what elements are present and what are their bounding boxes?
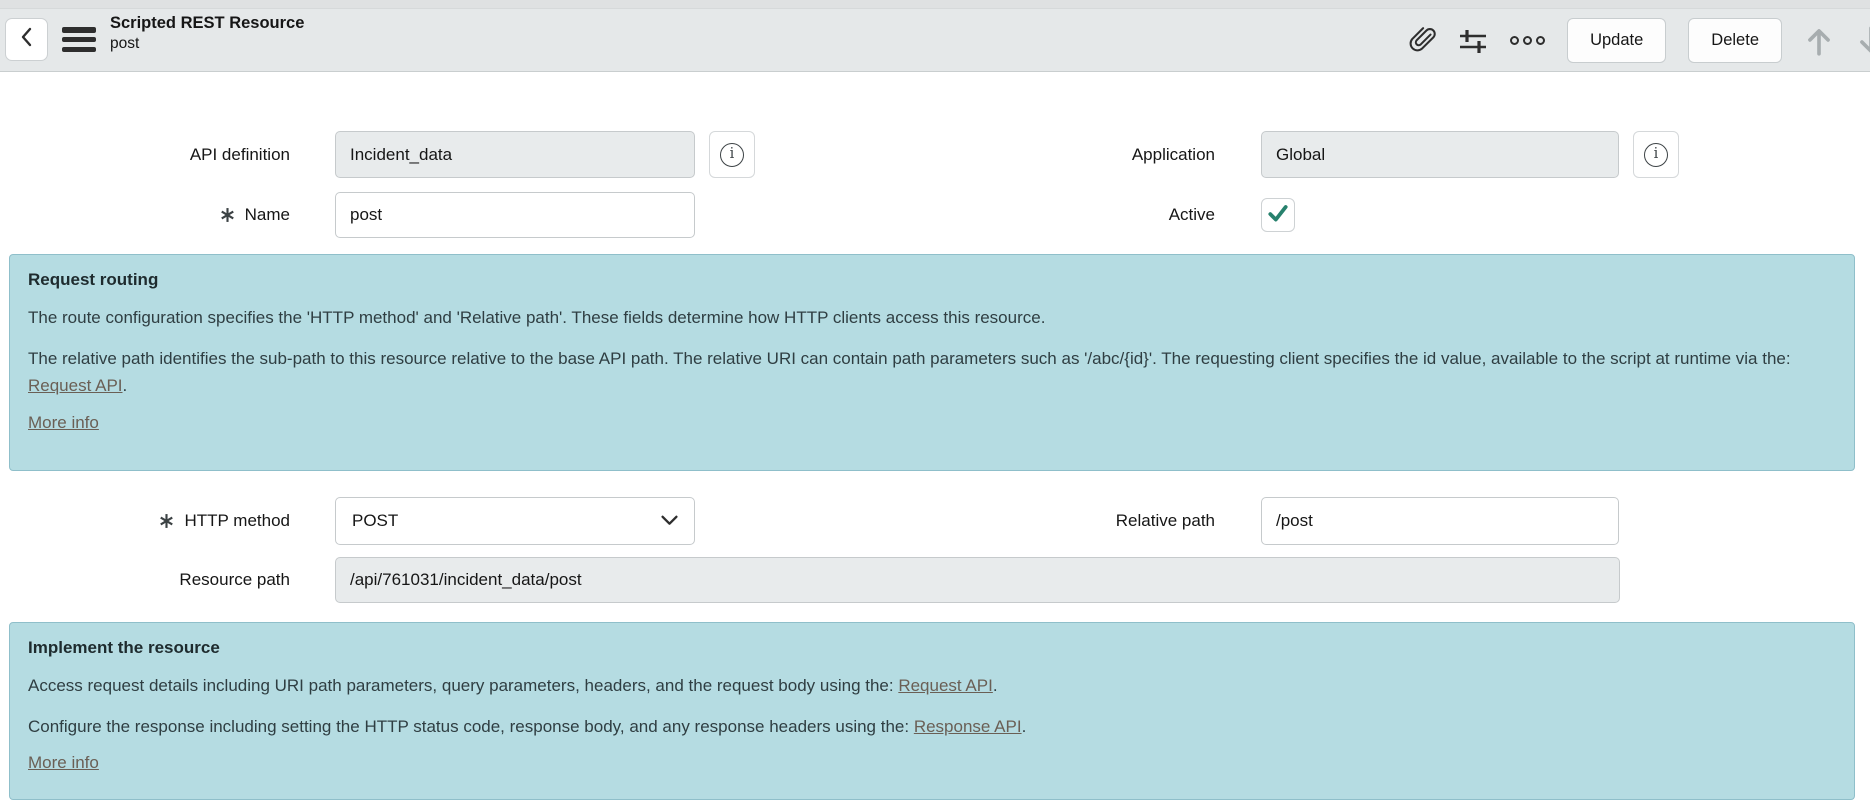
paragraph-text: . bbox=[992, 676, 998, 695]
paragraph-text: The relative path identifies the sub-path to this resource relative to the base API path. The relative URI can contain path parameters such as '/abc/{id}'. The requesting client specifies the id value, available to the script at runtime via the: bbox=[28, 348, 1791, 368]
request-routing-callout bbox=[9, 254, 1855, 471]
application-label: Application bbox=[1131, 144, 1215, 164]
paragraph-text: . bbox=[1021, 716, 1027, 736]
name-input[interactable] bbox=[335, 192, 695, 238]
request-api-link[interactable]: Request API bbox=[898, 676, 993, 695]
implement-resource-callout bbox=[9, 622, 1855, 800]
http-method-label: HTTP method bbox=[184, 511, 290, 530]
row-name-active bbox=[0, 192, 1870, 238]
required-asterisk-icon bbox=[159, 513, 174, 529]
chevron-down-icon bbox=[661, 511, 678, 531]
page-title: Scripted REST Resource bbox=[110, 14, 305, 32]
form-header bbox=[0, 0, 1870, 72]
name-label: Name bbox=[244, 205, 290, 224]
resource-path-label: Resource path bbox=[179, 570, 290, 589]
required-asterisk-icon bbox=[220, 207, 235, 223]
header-actions bbox=[1409, 9, 1870, 72]
request-routing-paragraph-2 bbox=[28, 345, 1836, 400]
api-definition-input[interactable] bbox=[335, 131, 695, 178]
implement-resource-paragraph-2 bbox=[28, 713, 1836, 741]
request-routing-paragraph-1: The route configuration specifies the 'HTTP method' and 'Relative path'. These fields determine how HTTP clients access this resource. bbox=[28, 308, 1046, 327]
http-method-label-block bbox=[0, 497, 290, 545]
more-info-link[interactable]: More info bbox=[28, 412, 99, 432]
back-chevron-icon bbox=[18, 25, 36, 54]
name-label-block bbox=[0, 192, 290, 238]
api-definition-info-button[interactable] bbox=[709, 131, 755, 178]
row-resource-path bbox=[0, 557, 1870, 603]
api-definition-label: API definition bbox=[189, 144, 290, 164]
active-checkbox[interactable] bbox=[1261, 198, 1295, 232]
row-api-definition bbox=[0, 131, 1870, 178]
attachment-paperclip-icon[interactable] bbox=[1409, 26, 1436, 56]
record-title-block bbox=[110, 13, 304, 53]
application-input[interactable] bbox=[1261, 131, 1619, 178]
browser-top-strip bbox=[0, 0, 1870, 9]
request-api-link[interactable]: Request API bbox=[28, 376, 123, 396]
paragraph-text: Configure the response including setting the HTTP status code, response body, and any response headers using the: bbox=[28, 716, 914, 736]
back-button[interactable] bbox=[5, 18, 48, 61]
application-info-button[interactable] bbox=[1633, 131, 1679, 178]
response-api-link[interactable]: Response API bbox=[913, 716, 1022, 736]
update-button[interactable]: Update bbox=[1567, 18, 1666, 63]
http-method-select[interactable] bbox=[335, 497, 695, 545]
implement-resource-paragraph-1 bbox=[28, 672, 1836, 700]
paragraph-text: Access request details including URI path parameters, query parameters, headers, and the request body using the: bbox=[28, 676, 899, 695]
record-name: post bbox=[110, 34, 140, 52]
delete-button[interactable]: Delete bbox=[1688, 18, 1782, 63]
more-info-link[interactable]: More info bbox=[28, 753, 99, 773]
info-icon: i bbox=[1644, 143, 1668, 167]
relative-path-input[interactable] bbox=[1261, 497, 1619, 545]
relative-path-label: Relative path bbox=[1115, 511, 1215, 530]
request-routing-title: Request routing bbox=[28, 270, 159, 289]
scroll-down-arrow-icon[interactable] bbox=[1856, 25, 1870, 57]
personalize-form-sliders-icon[interactable] bbox=[1458, 26, 1488, 56]
more-options-icon[interactable] bbox=[1510, 36, 1545, 45]
paragraph-text: . bbox=[122, 376, 128, 396]
row-http-method bbox=[0, 497, 1870, 545]
implement-resource-title: Implement the resource bbox=[28, 638, 220, 657]
form-context-menu-icon[interactable] bbox=[62, 27, 96, 52]
scroll-up-arrow-icon[interactable] bbox=[1804, 25, 1834, 57]
checkmark-icon bbox=[1267, 203, 1289, 228]
http-method-value: POST bbox=[352, 511, 399, 530]
info-icon: i bbox=[720, 143, 744, 167]
resource-path-input[interactable] bbox=[335, 557, 1620, 603]
active-label: Active bbox=[1168, 205, 1215, 224]
